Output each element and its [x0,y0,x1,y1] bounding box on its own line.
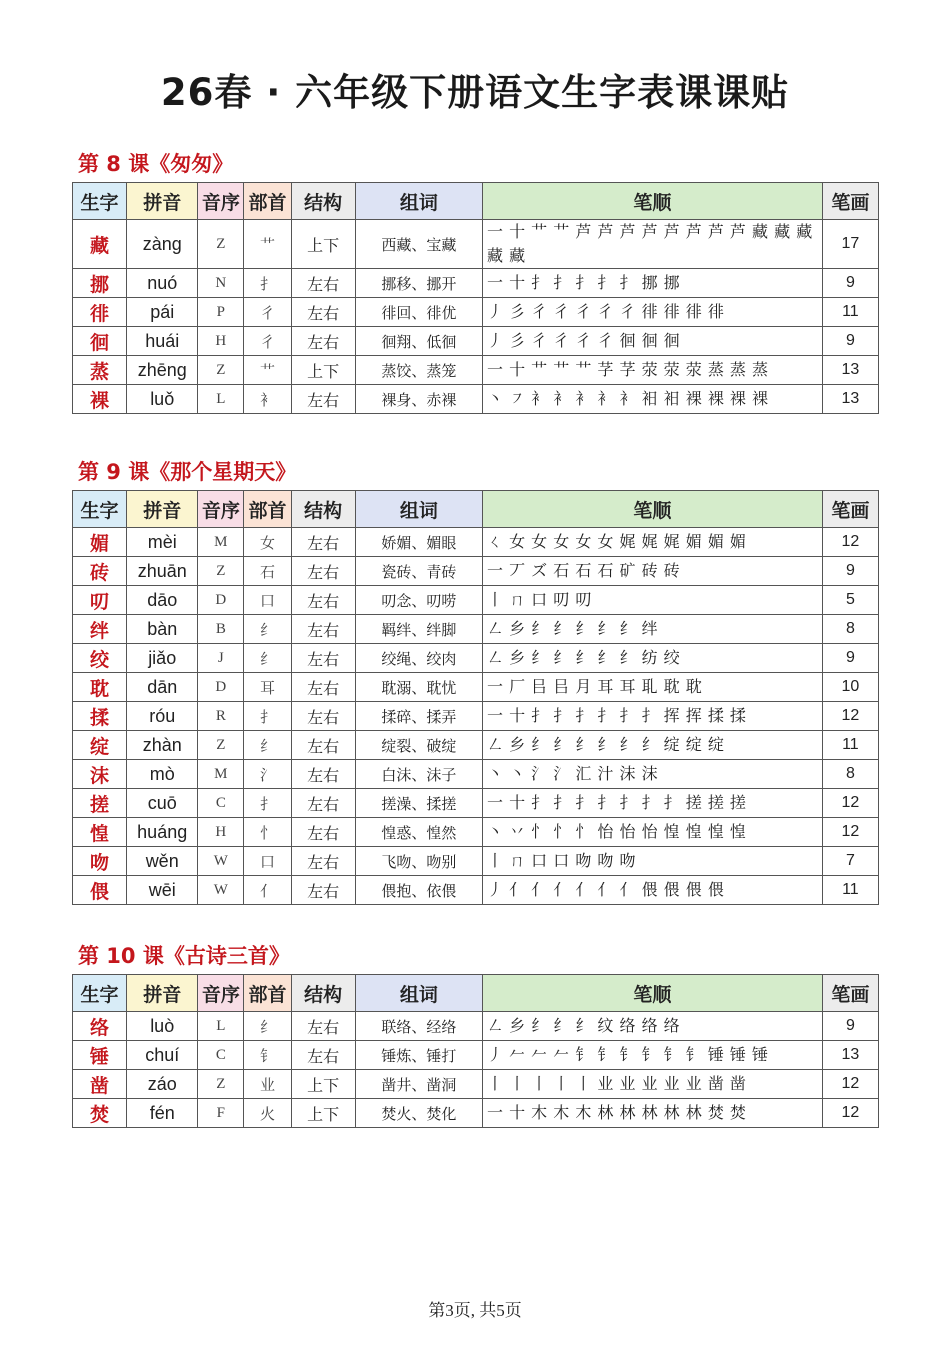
cell-char: 媚 [73,528,127,557]
cell-pinyin: bàn [127,615,198,644]
cell-radical: 扌 [244,789,291,818]
cell-seq: D [198,586,244,615]
cell-struct: 左右 [291,586,355,615]
cell-strokes: 一 十 木 木 木 林 林 林 林 林 焚 焚 [482,1099,822,1128]
cell-pinyin: jiǎo [127,644,198,673]
cell-pinyin: zhēng [127,356,198,385]
cell-pinyin: wěn [127,847,198,876]
character-table [72,490,879,905]
cell-pinyin: mò [127,760,198,789]
table-row [73,586,879,615]
cell-pinyin: huái [127,327,198,356]
cell-strokes: 一 厂 㠯 㠯 月 耳 耳 耴 耽 耽 [482,673,822,702]
header-pinyin: 拼音 [127,975,198,1012]
table-row [73,876,879,905]
table-row [73,327,879,356]
cell-words: 西藏、宝藏 [355,220,482,269]
cell-strokes: 丿 彡 彳 彳 彳 彳 徊 徊 徊 [482,327,822,356]
table-row [73,818,879,847]
cell-radical: 口 [244,847,291,876]
cell-pinyin: zhuān [127,557,198,586]
cell-radical: 艹 [244,220,291,269]
cell-count: 17 [822,220,878,269]
header-count: 笔画 [822,975,878,1012]
cell-char: 叨 [73,586,127,615]
cell-words: 裸身、赤裸 [355,385,482,414]
header-strokes: 笔顺 [482,183,822,220]
header-strokes: 笔顺 [482,491,822,528]
cell-struct: 左右 [291,298,355,327]
table-row [73,673,879,702]
cell-char: 挪 [73,269,127,298]
cell-pinyin: záo [127,1070,198,1099]
cell-seq: W [198,847,244,876]
cell-struct: 左右 [291,385,355,414]
cell-words: 焚火、焚化 [355,1099,482,1128]
cell-pinyin: wēi [127,876,198,905]
header-radical: 部首 [244,491,291,528]
cell-words: 联络、经络 [355,1012,482,1041]
table-row [73,356,879,385]
cell-struct: 左右 [291,847,355,876]
cell-seq: B [198,615,244,644]
table-row [73,1070,879,1099]
cell-strokes: 丿 亻 亻 亻 亻 亻 亻 偎 偎 偎 偎 [482,876,822,905]
cell-radical: 业 [244,1070,291,1099]
cell-char: 耽 [73,673,127,702]
cell-words: 娇媚、媚眼 [355,528,482,557]
header-radical: 部首 [244,975,291,1012]
cell-struct: 左右 [291,673,355,702]
cell-strokes: ㇜ 乡 纟 纟 纟 纹 络 络 络 [482,1012,822,1041]
cell-struct: 左右 [291,789,355,818]
cell-radical: 女 [244,528,291,557]
cell-count: 9 [822,1012,878,1041]
cell-words: 搓澡、揉搓 [355,789,482,818]
cell-count: 13 [822,1041,878,1070]
cell-words: 耽溺、耽忧 [355,673,482,702]
cell-count: 12 [822,1099,878,1128]
cell-seq: M [198,528,244,557]
cell-radical: 纟 [244,731,291,760]
cell-char: 揉 [73,702,127,731]
cell-count: 12 [822,702,878,731]
cell-struct: 左右 [291,760,355,789]
cell-strokes: ㇜ 乡 纟 纟 纟 纟 纟 纟 绽 绽 绽 [482,731,822,760]
cell-words: 徘回、徘优 [355,298,482,327]
cell-char: 砖 [73,557,127,586]
cell-strokes: 一 十 扌 扌 扌 扌 扌 挪 挪 [482,269,822,298]
header-struct: 结构 [291,491,355,528]
cell-struct: 左右 [291,818,355,847]
cell-seq: H [198,327,244,356]
cell-struct: 左右 [291,327,355,356]
cell-radical: 口 [244,586,291,615]
cell-words: 飞吻、吻别 [355,847,482,876]
cell-radical: 衤 [244,385,291,414]
cell-words: 凿井、凿洞 [355,1070,482,1099]
cell-seq: Z [198,731,244,760]
cell-struct: 左右 [291,702,355,731]
cell-struct: 左右 [291,269,355,298]
cell-radical: 忄 [244,818,291,847]
header-words: 组词 [355,183,482,220]
header-seq: 音序 [198,975,244,1012]
table-row [73,847,879,876]
cell-struct: 左右 [291,528,355,557]
cell-strokes: 丶 丷 忄 忄 忄 怡 怡 怡 惶 惶 惶 惶 [482,818,822,847]
header-char: 生字 [73,491,127,528]
cell-char: 沫 [73,760,127,789]
lesson-section [72,940,880,1128]
cell-radical: 火 [244,1099,291,1128]
cell-seq: L [198,385,244,414]
table-row [73,557,879,586]
cell-seq: D [198,673,244,702]
cell-pinyin: luǒ [127,385,198,414]
table-row [73,644,879,673]
page-footer: 第3页, 共5页 [428,1301,522,1320]
lesson-section [72,148,880,414]
table-row [73,789,879,818]
cell-struct: 左右 [291,1041,355,1070]
cell-count: 10 [822,673,878,702]
cell-seq: L [198,1012,244,1041]
cell-count: 11 [822,876,878,905]
cell-count: 11 [822,298,878,327]
cell-strokes: 一 十 艹 艹 艹 芓 芓 荥 荥 荥 蒸 蒸 蒸 [482,356,822,385]
table-header-row [73,491,879,528]
cell-char: 裸 [73,385,127,414]
cell-radical: 氵 [244,760,291,789]
header-words: 组词 [355,975,482,1012]
header-pinyin: 拼音 [127,183,198,220]
table-row [73,760,879,789]
header-count: 笔画 [822,183,878,220]
table-header-row [73,975,879,1012]
cell-char: 焚 [73,1099,127,1128]
table-row [73,269,879,298]
cell-pinyin: zàng [127,220,198,269]
page-title: 26春 · 六年级下册语文生字表课课贴 [160,71,790,114]
table-row [73,702,879,731]
cell-seq: W [198,876,244,905]
character-table [72,182,879,414]
header-seq: 音序 [198,491,244,528]
cell-count: 9 [822,269,878,298]
cell-pinyin: róu [127,702,198,731]
cell-strokes: 丨 ㄇ 口 口 吻 吻 吻 [482,847,822,876]
cell-seq: P [198,298,244,327]
cell-pinyin: dān [127,673,198,702]
cell-char: 徊 [73,327,127,356]
cell-strokes: ㇜ 乡 纟 纟 纟 纟 纟 绊 [482,615,822,644]
cell-char: 蒸 [73,356,127,385]
cell-words: 绽裂、破绽 [355,731,482,760]
cell-struct: 左右 [291,644,355,673]
cell-count: 8 [822,760,878,789]
header-strokes: 笔顺 [482,975,822,1012]
cell-seq: Z [198,220,244,269]
lesson-title: 第 8 课《匆匆》 [78,152,234,176]
cell-radical: 彳 [244,327,291,356]
cell-strokes: 丨 ㄇ 口 叨 叨 [482,586,822,615]
cell-radical: 扌 [244,702,291,731]
cell-count: 7 [822,847,878,876]
table-row [73,385,879,414]
table-row [73,615,879,644]
header-seq: 音序 [198,183,244,220]
cell-struct: 上下 [291,356,355,385]
cell-pinyin: cuō [127,789,198,818]
cell-pinyin: luò [127,1012,198,1041]
cell-strokes: 丶 丶 氵 氵 汇 汁 沫 沫 [482,760,822,789]
cell-char: 藏 [73,220,127,269]
cell-radical: 扌 [244,269,291,298]
cell-radical: 彳 [244,298,291,327]
lesson-title: 第 9 课《那个星期天》 [78,460,297,484]
cell-pinyin: pái [127,298,198,327]
cell-words: 瓷砖、青砖 [355,557,482,586]
cell-words: 绞绳、绞肉 [355,644,482,673]
cell-struct: 左右 [291,615,355,644]
cell-words: 偎抱、依偎 [355,876,482,905]
cell-seq: N [198,269,244,298]
table-row [73,1099,879,1128]
cell-seq: M [198,760,244,789]
cell-pinyin: zhàn [127,731,198,760]
cell-count: 9 [822,557,878,586]
cell-seq: C [198,789,244,818]
cell-count: 9 [822,644,878,673]
cell-pinyin: dāo [127,586,198,615]
cell-char: 绽 [73,731,127,760]
cell-seq: H [198,818,244,847]
cell-strokes: ㄑ 女 女 女 女 女 娓 娓 娓 媚 媚 媚 [482,528,822,557]
lesson-section [72,456,880,905]
table-row [73,731,879,760]
character-table [72,974,879,1128]
cell-seq: J [198,644,244,673]
cell-char: 绊 [73,615,127,644]
header-char: 生字 [73,975,127,1012]
cell-words: 叨念、叨唠 [355,586,482,615]
cell-pinyin: fén [127,1099,198,1128]
cell-char: 凿 [73,1070,127,1099]
header-struct: 结构 [291,183,355,220]
cell-count: 12 [822,818,878,847]
cell-words: 白沫、沫子 [355,760,482,789]
cell-seq: R [198,702,244,731]
cell-char: 搓 [73,789,127,818]
table-row [73,220,879,269]
cell-strokes: 一 十 扌 扌 扌 扌 扌 扌 挥 挥 揉 揉 [482,702,822,731]
cell-words: 挪移、挪开 [355,269,482,298]
cell-struct: 左右 [291,876,355,905]
cell-radical: 纟 [244,644,291,673]
lesson-title: 第 10 课《古诗三首》 [78,944,290,968]
cell-char: 偎 [73,876,127,905]
cell-count: 9 [822,327,878,356]
cell-count: 13 [822,385,878,414]
cell-struct: 左右 [291,557,355,586]
cell-words: 揉碎、揉弄 [355,702,482,731]
cell-words: 徊翔、低徊 [355,327,482,356]
cell-count: 8 [822,615,878,644]
cell-count: 11 [822,731,878,760]
cell-seq: C [198,1041,244,1070]
cell-count: 12 [822,789,878,818]
cell-pinyin: huáng [127,818,198,847]
cell-seq: Z [198,557,244,586]
header-pinyin: 拼音 [127,491,198,528]
table-row [73,298,879,327]
table-row [73,1012,879,1041]
cell-words: 锤炼、锤打 [355,1041,482,1070]
cell-strokes: 丶 ㇇ 衤 衤 衤 衤 衤 衵 衵 裸 裸 裸 裸 [482,385,822,414]
cell-strokes: 一 十 扌 扌 扌 扌 扌 扌 扌 搓 搓 搓 [482,789,822,818]
cell-radical: 纟 [244,1012,291,1041]
cell-struct: 左右 [291,1012,355,1041]
cell-char: 惶 [73,818,127,847]
cell-words: 蒸饺、蒸笼 [355,356,482,385]
cell-seq: Z [198,356,244,385]
header-char: 生字 [73,183,127,220]
cell-radical: 石 [244,557,291,586]
table-row [73,1041,879,1070]
cell-words: 羁绊、绊脚 [355,615,482,644]
cell-radical: 纟 [244,615,291,644]
cell-strokes: 一 丆 ズ 石 石 石 矿 砖 砖 [482,557,822,586]
cell-strokes: ㇜ 乡 纟 纟 纟 纟 纟 纺 绞 [482,644,822,673]
cell-strokes: 丿 彡 彳 彳 彳 彳 彳 徘 徘 徘 徘 [482,298,822,327]
header-struct: 结构 [291,975,355,1012]
cell-char: 络 [73,1012,127,1041]
cell-char: 徘 [73,298,127,327]
cell-strokes: 丿 𠂉 𠂉 𠂉 钅 钅 钅 钅 钅 钅 锤 锤 锤 [482,1041,822,1070]
cell-count: 12 [822,528,878,557]
cell-struct: 上下 [291,1070,355,1099]
header-radical: 部首 [244,183,291,220]
header-count: 笔画 [822,491,878,528]
cell-radical: 亻 [244,876,291,905]
cell-strokes: 一 十 艹 艹 芦 芦 芦 芦 芦 芦 芦 芦 藏 藏 藏 藏 藏 [482,220,822,269]
table-header-row [73,183,879,220]
cell-pinyin: chuí [127,1041,198,1070]
cell-struct: 左右 [291,731,355,760]
cell-radical: 艹 [244,356,291,385]
cell-char: 吻 [73,847,127,876]
cell-seq: F [198,1099,244,1128]
cell-pinyin: nuó [127,269,198,298]
cell-seq: Z [198,1070,244,1099]
header-words: 组词 [355,491,482,528]
cell-strokes: 丨 丨 丨 丨 丨 业 业 业 业 业 凿 凿 [482,1070,822,1099]
cell-struct: 上下 [291,1099,355,1128]
cell-words: 惶惑、惶然 [355,818,482,847]
cell-count: 12 [822,1070,878,1099]
cell-pinyin: mèi [127,528,198,557]
cell-char: 绞 [73,644,127,673]
cell-radical: 钅 [244,1041,291,1070]
cell-count: 13 [822,356,878,385]
cell-char: 锤 [73,1041,127,1070]
cell-radical: 耳 [244,673,291,702]
cell-struct: 上下 [291,220,355,269]
table-row [73,528,879,557]
cell-count: 5 [822,586,878,615]
